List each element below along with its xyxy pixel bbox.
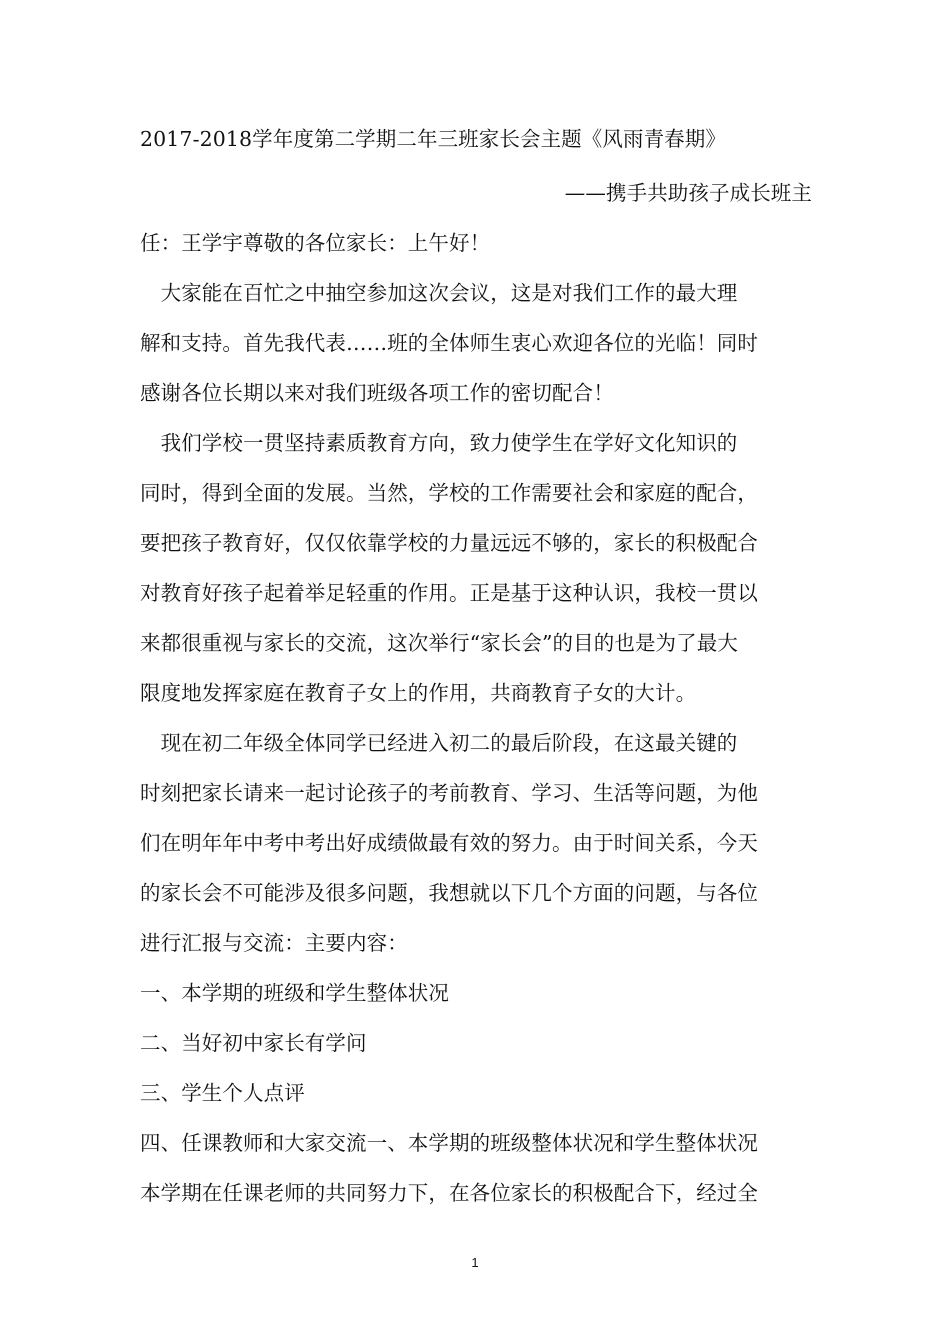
greeting-line: 任：王学宇尊敬的各位家长：上午好！ <box>140 231 491 255</box>
body-text-line: 对教育好孩子起着举足轻重的作用。正是基于这种认识，我校一贯以 <box>140 581 758 605</box>
document-title-line: 2017-2018学年度第二学期二年三班家长会主题《风雨青春期》 <box>140 127 726 151</box>
body-text-line: 大家能在百忙之中抽空参加这次会议，这是对我们工作的最大理 <box>140 281 738 305</box>
body-text-line: 限度地发挥家庭在教育子女上的作用，共商教育子女的大计。 <box>140 681 697 705</box>
body-text-line: 来都很重视与家长的交流，这次举行“家长会”的目的也是为了最大 <box>140 631 738 655</box>
body-text-line: 现在初二年级全体同学已经进入初二的最后阶段，在这最关键的 <box>140 731 738 755</box>
agenda-item: 三、学生个人点评 <box>140 1081 305 1105</box>
body-text-line: 要把孩子教育好，仅仅依靠学校的力量远远不够的，家长的积极配合 <box>140 531 758 555</box>
body-text-line: 本学期在任课老师的共同努力下，在各位家长的积极配合下，经过全 <box>140 1181 758 1205</box>
body-text-line: 的家长会不可能涉及很多问题，我想就以下几个方面的问题，与各位 <box>140 881 758 905</box>
agenda-item: 二、当好初中家长有学问 <box>140 1031 367 1055</box>
body-text-line: 时刻把家长请来一起讨论孩子的考前教育、学习、生活等问题，为他 <box>140 781 758 805</box>
page-number: 1 <box>471 1255 479 1270</box>
body-text-line: 们在明年年中考中考出好成绩做最有效的努力。由于时间关系，今天 <box>140 831 758 855</box>
body-text-line: 我们学校一贯坚持素质教育方向，致力使学生在学好文化知识的 <box>140 431 738 455</box>
agenda-item: 一、本学期的班级和学生整体状况 <box>140 981 449 1005</box>
document-subtitle-line: ——携手共助孩子成长班主 <box>564 181 812 205</box>
agenda-item: 四、任课教师和大家交流一、本学期的班级整体状况和学生整体状况 <box>140 1131 758 1155</box>
body-text-line: 解和支持。首先我代表……班的全体师生衷心欢迎各位的光临！同时 <box>140 331 758 355</box>
body-text-line: 同时，得到全面的发展。当然，学校的工作需要社会和家庭的配合， <box>140 481 758 505</box>
body-text-line: 感谢各位长期以来对我们班级各项工作的密切配合！ <box>140 381 614 405</box>
body-text-line: 进行汇报与交流：主要内容： <box>140 931 408 955</box>
